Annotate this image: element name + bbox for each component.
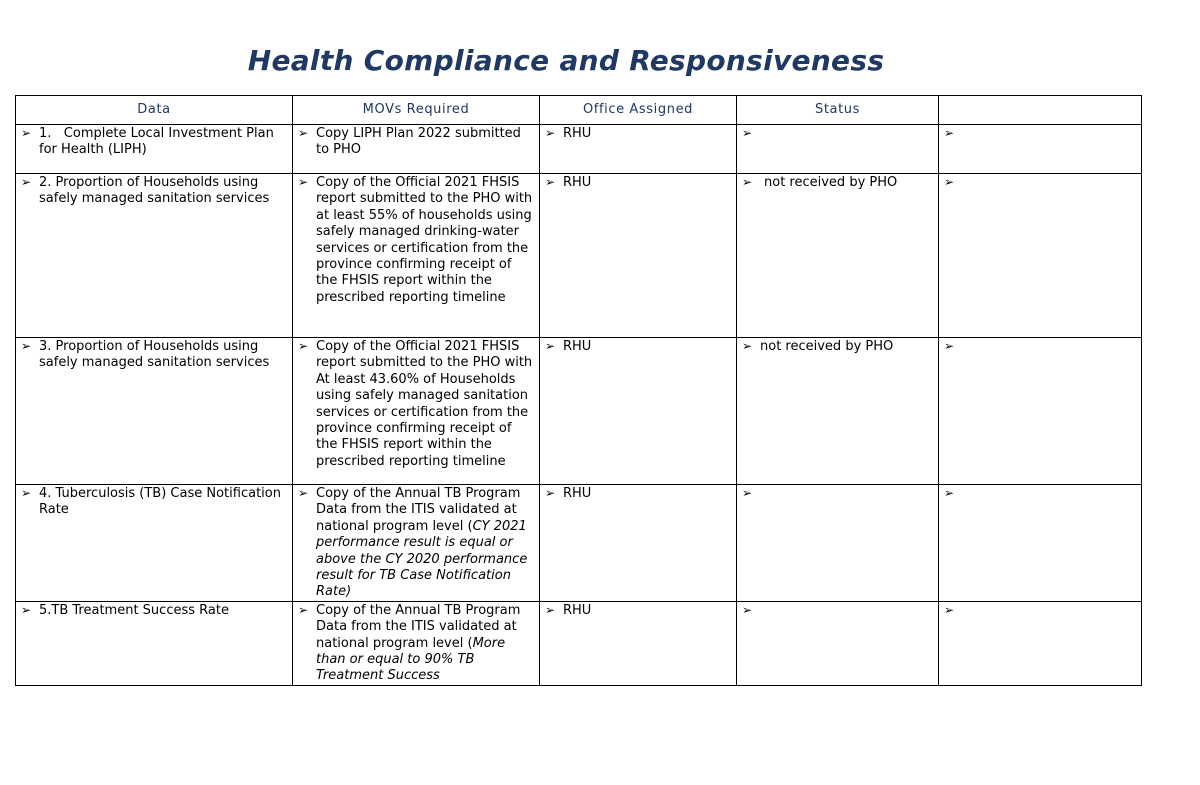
movs-text: Copy of the Annual TB Program Data from the ITIS validated at national program level ( xyxy=(316,602,521,651)
data-text: 5.TB Treatment Success Rate xyxy=(39,602,229,618)
data-text: 4. Tuberculosis (TB) Case Notification Rate xyxy=(39,486,281,518)
movs-cell xyxy=(293,174,540,338)
arrowhead-bullet-icon: ➢ xyxy=(545,126,556,140)
office-cell xyxy=(540,601,737,685)
arrowhead-bullet-icon: ➢ xyxy=(21,175,32,189)
extra-cell xyxy=(939,174,1142,338)
movs-text: Copy of the Official 2021 FHSIS report submitted to the PHO with at least 55% of households using safely managed drinking-water services or certification from the province confirming receipt of the FHSIS report within the prescribed reporting timeline xyxy=(316,175,533,305)
compliance-table xyxy=(15,95,1142,686)
data-text: 2. Proportion of Households using safely managed sanitation services xyxy=(39,175,270,207)
arrowhead-bullet-icon: ➢ xyxy=(21,339,32,353)
extra-cell xyxy=(939,601,1142,685)
office-cell xyxy=(540,174,737,338)
extra-cell xyxy=(939,338,1142,485)
movs-italic-text: More than or equal to 90% TB Treatment Success xyxy=(316,635,506,684)
status-cell xyxy=(737,174,939,338)
arrowhead-bullet-icon: ➢ xyxy=(742,126,753,140)
arrowhead-bullet-icon: ➢ xyxy=(545,339,556,353)
column-header-status: Status xyxy=(737,96,939,125)
arrowhead-bullet-icon: ➢ xyxy=(742,175,753,189)
arrowhead-bullet-icon: ➢ xyxy=(298,602,309,617)
data-cell xyxy=(16,174,293,338)
arrowhead-bullet-icon: ➢ xyxy=(545,486,556,500)
status-cell xyxy=(737,125,939,174)
column-header-data: Data xyxy=(16,96,293,125)
movs-text: Copy LIPH Plan 2022 submitted to PHO xyxy=(316,126,521,158)
column-header-movs-required: MOVs Required xyxy=(293,96,540,125)
data-text: 3. Proportion of Households using safely managed sanitation services xyxy=(39,339,270,371)
table-header-row xyxy=(16,96,1142,125)
office-text: RHU xyxy=(563,602,592,618)
arrowhead-bullet-icon: ➢ xyxy=(742,339,753,353)
office-cell xyxy=(540,485,737,602)
office-text: RHU xyxy=(563,126,592,141)
arrowhead-bullet-icon: ➢ xyxy=(545,175,556,189)
office-cell xyxy=(540,125,737,174)
arrowhead-bullet-icon: ➢ xyxy=(545,602,556,617)
movs-text: Copy of the Official 2021 FHSIS report submitted to the PHO with At least 43.60% of Households using safely managed sanitation services or certification from the province confirming receipt of the FHSIS report within the prescribed reporting timeline xyxy=(316,339,533,469)
arrowhead-bullet-icon: ➢ xyxy=(298,175,309,189)
status-text: not received by PHO xyxy=(760,339,894,354)
arrowhead-bullet-icon: ➢ xyxy=(944,486,955,500)
office-text: RHU xyxy=(563,339,592,354)
table-row xyxy=(16,485,1142,602)
column-header-blank xyxy=(939,96,1142,125)
data-cell xyxy=(16,125,293,174)
movs-cell xyxy=(293,125,540,174)
movs-cell xyxy=(293,485,540,602)
arrowhead-bullet-icon: ➢ xyxy=(944,175,955,189)
column-header-office-assigned: Office Assigned xyxy=(540,96,737,125)
movs-italic-text: CY 2021 performance result is equal or above the CY 2020 performance result for TB Case Notification Rate) xyxy=(316,518,528,600)
arrowhead-bullet-icon: ➢ xyxy=(944,339,955,353)
data-cell xyxy=(16,485,293,602)
status-cell xyxy=(737,338,939,485)
movs-cell xyxy=(293,338,540,485)
status-text: not received by PHO xyxy=(764,175,898,190)
arrowhead-bullet-icon: ➢ xyxy=(298,126,309,140)
table-row xyxy=(16,125,1142,174)
office-text: RHU xyxy=(563,486,592,501)
office-cell xyxy=(540,338,737,485)
arrowhead-bullet-icon: ➢ xyxy=(742,486,753,500)
arrowhead-bullet-icon: ➢ xyxy=(21,126,32,140)
extra-cell xyxy=(939,125,1142,174)
arrowhead-bullet-icon: ➢ xyxy=(298,339,309,353)
table-row xyxy=(16,338,1142,485)
office-text: RHU xyxy=(563,175,592,190)
page-title: Health Compliance and Responsiveness xyxy=(247,44,885,77)
arrowhead-bullet-icon: ➢ xyxy=(21,602,32,617)
movs-cell xyxy=(293,601,540,685)
data-text: 1. Complete Local Investment Plan for Health (LIPH) xyxy=(39,126,274,158)
arrowhead-bullet-icon: ➢ xyxy=(944,602,955,617)
arrowhead-bullet-icon: ➢ xyxy=(21,486,32,500)
table-row xyxy=(16,174,1142,338)
extra-cell xyxy=(939,485,1142,602)
status-cell xyxy=(737,485,939,602)
arrowhead-bullet-icon: ➢ xyxy=(742,602,753,617)
data-cell xyxy=(16,338,293,485)
status-cell xyxy=(737,601,939,685)
arrowhead-bullet-icon: ➢ xyxy=(944,126,955,140)
movs-text: Copy of the Annual TB Program Data from the ITIS validated at national program level ( xyxy=(316,486,521,534)
arrowhead-bullet-icon: ➢ xyxy=(298,486,309,500)
data-cell xyxy=(16,601,293,685)
table-row xyxy=(16,601,1142,685)
